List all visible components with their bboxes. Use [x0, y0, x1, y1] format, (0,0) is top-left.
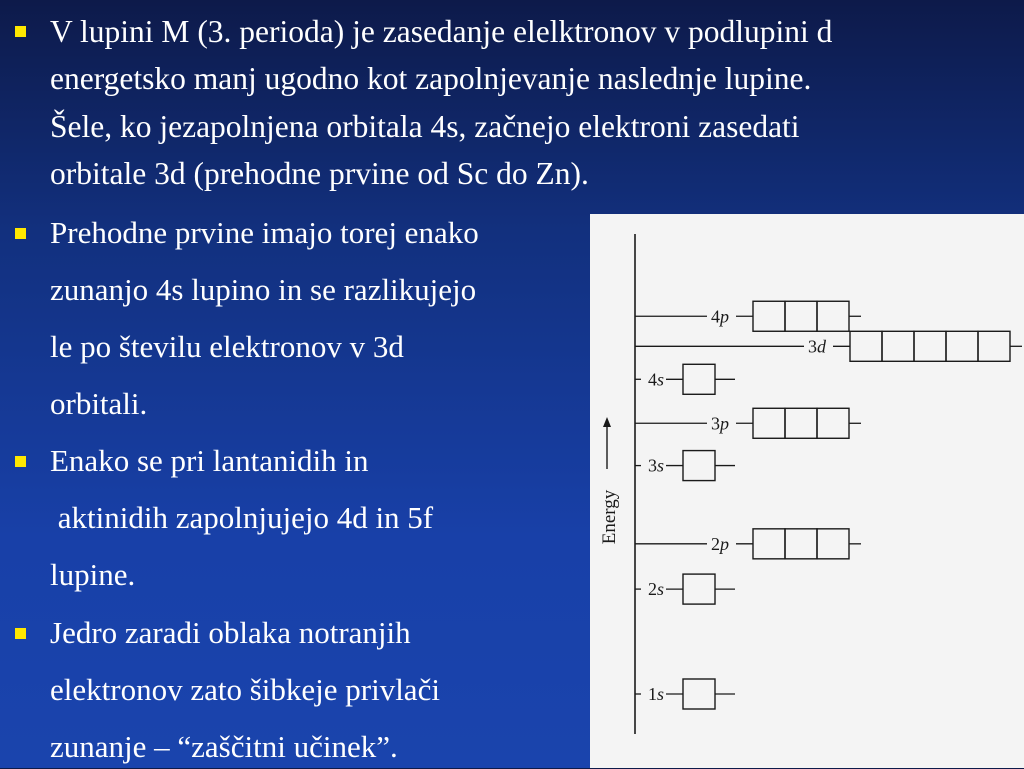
orbital-row-2p — [635, 529, 861, 559]
orbital-box — [817, 301, 849, 331]
orbital-energy-diagram — [590, 214, 1024, 768]
bullet-line: elektronov zato šibkeje privlači — [50, 672, 440, 707]
orbital-label: 2s — [648, 579, 665, 600]
bullet-square-icon — [15, 26, 26, 37]
bullet-square-icon — [15, 628, 26, 639]
orbital-row-4p — [635, 301, 861, 331]
bullet-square-icon — [15, 456, 26, 467]
orbital-box — [785, 408, 817, 438]
orbital-diagram-svg — [590, 214, 1024, 768]
orbital-box — [683, 451, 715, 481]
orbital-box — [785, 529, 817, 559]
bullet-line: Enako se pri lantanidih in — [50, 443, 369, 478]
orbital-row-4s — [635, 364, 735, 394]
energy-axis-label: Energy — [599, 489, 620, 545]
bullet-square-icon — [15, 228, 26, 239]
orbital-row-1s — [635, 679, 735, 709]
orbital-box — [946, 331, 978, 361]
orbital-row-3s — [635, 451, 735, 481]
orbital-label: 3d — [808, 336, 826, 357]
orbital-label: 3s — [648, 455, 665, 476]
bullet-line: V lupini M (3. perioda) je zasedanje elelktronov v podlupini d — [50, 14, 833, 49]
bullet-line: orbitale 3d (prehodne prvine od Sc do Zn). — [50, 156, 589, 191]
orbital-box — [753, 301, 785, 331]
orbital-box — [978, 331, 1010, 361]
bullet-line: zunanjo 4s lupino in se razlikujejo — [50, 272, 477, 307]
bullet-line: Jedro zaradi oblaka notranjih — [50, 615, 411, 650]
orbital-box — [817, 408, 849, 438]
orbital-row-3p — [635, 408, 861, 438]
orbital-box — [683, 679, 715, 709]
orbital-box — [914, 331, 946, 361]
energy-arrow-head-icon — [603, 417, 611, 427]
bullet-line: le po številu elektronov v 3d — [50, 329, 404, 364]
orbital-row-2s — [635, 574, 735, 604]
orbital-box — [683, 364, 715, 394]
orbital-label: 3p — [711, 413, 729, 434]
bullet-line: Prehodne prvine imajo torej enako — [50, 215, 479, 250]
orbital-row-3d — [635, 331, 1022, 361]
orbital-label: 4p — [711, 306, 729, 327]
bullet-line: orbitali. — [50, 386, 148, 421]
bullet-line: energetsko manj ugodno kot zapolnjevanje naslednje lupine. — [50, 61, 812, 96]
orbital-box — [882, 331, 914, 361]
bullet-line: aktinidih zapolnjujejo 4d in 5f — [50, 500, 434, 535]
orbital-label: 4s — [648, 369, 665, 390]
orbital-box — [753, 529, 785, 559]
orbital-box — [850, 331, 882, 361]
orbital-box — [817, 529, 849, 559]
orbital-label: 2p — [711, 533, 729, 554]
bullet-line: Šele, ko jezapolnjena orbitala 4s, začnejo elektroni zasedati — [50, 109, 800, 144]
orbital-box — [753, 408, 785, 438]
orbital-label: 1s — [648, 684, 665, 704]
bullet-line: lupine. — [50, 557, 136, 592]
orbital-box — [683, 574, 715, 604]
bullet-line: zunanje – “zaščitni učinek”. — [50, 729, 398, 764]
orbital-box — [785, 301, 817, 331]
